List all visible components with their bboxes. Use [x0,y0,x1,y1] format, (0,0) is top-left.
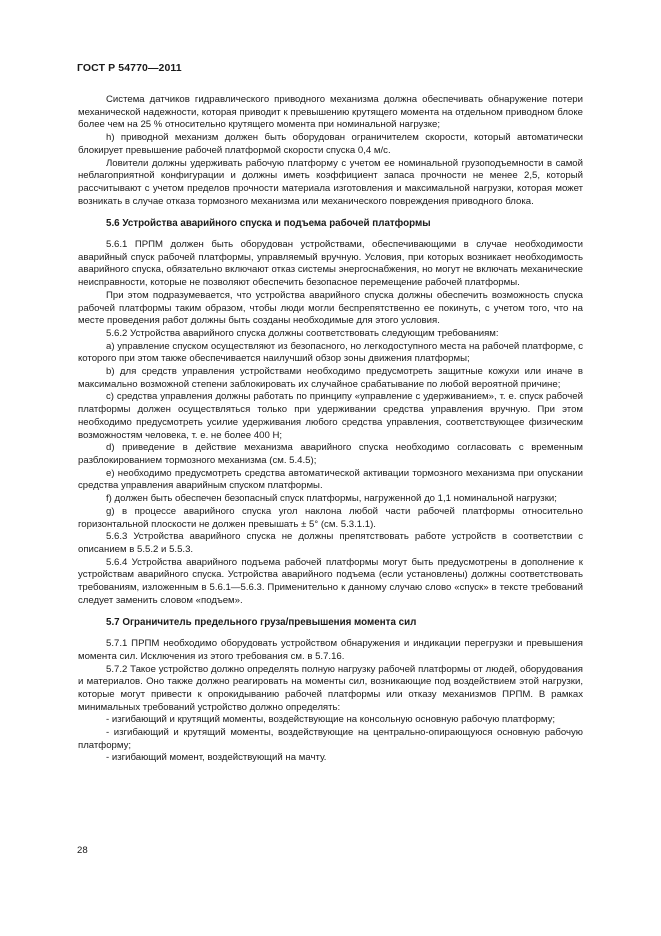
page-number: 28 [77,845,88,856]
paragraph: Система датчиков гидравлического приводного механизма должна обеспечивать обнаружение потери механической надежности, которая приводит к превышению крутящего момента на отдельном приводном блоке более чем на 25 % относительно крутящего момента при номинальной нагрузке; [78,94,583,131]
list-item: - изгибающий и крутящий моменты, воздействующие на консольную основную рабочую платформу; [106,714,556,726]
section-heading-5-6: 5.6 Устройства аварийного спуска и подъема рабочей платформы [106,218,431,230]
list-item: g) в процессе аварийного спуска угол наклона любой части рабочей платформы относительно горизонтальной плоскости не должен превышать ± 5° (см. 5.3.1.1). [78,505,583,530]
list-item: f) должен быть обеспечен безопасный спуск платформы, нагруженной до 1,1 номинальной нагрузки; [106,493,557,505]
list-item: d) приведение в действие механизма аварийного спуска необходимо согласовать с временным разблокированием тормозного механизма (см. 5.4.5); [78,442,583,466]
list-item: - изгибающий момент, воздействующий на мачту. [106,752,327,764]
paragraph: h) приводной механизм должен быть оборудован ограничителем скорости, который автоматически блокирует превышение рабочей платформой скорости спуска 0,4 м/с. [78,132,583,156]
list-item: a) управление спуском осуществляют из безопасного, но легкодоступного места на рабочей платформе, с которого при этом также обеспечивается наилучший обзор зоны движения платформы; [78,340,583,365]
section-heading-5-7: 5.7 Ограничитель предельного груза/превышения момента сил [106,617,417,629]
paragraph: 5.6.2 Устройства аварийного спуска должны соответствовать следующим требованиям: [106,327,499,339]
list-item: - изгибающий и крутящий моменты, воздействующие на центрально-опирающуюся основную рабочую платформу; [78,727,583,751]
paragraph: Ловители должны удерживать рабочую платформу с учетом ее номинальной грузоподъемности в самой неблагоприятной конфигурации и должны иметь коэффициент запаса прочности не менее 2,5, который рассчитывают с учетом пределов прочности материала изготовления и максимальной нагрузки, которая может возникать в случае отказа тормозного механизма или механического повреждения приводного блока. [78,157,583,207]
page-content [78,94,583,765]
paragraph: 5.7.2 Такое устройство должно определять полную нагрузку рабочей платформы от людей, оборудования и материалов. Оно также должно реагировать на моменты сил, возникающие под воздействием этой нагрузки, которые могут привести к опрокидыванию рабочей платформы или отказу механизмов ПРПМ. В рамках минимальных требований устройство должно определять: [78,663,583,713]
paragraph: 5.7.1 ПРПМ необходимо оборудовать устройством обнаружения и индикации перегрузки и превышения момента сил. Исключения из этого требования см. в 5.7.16. [78,638,583,662]
list-item: c) средства управления должны работать по принципу «управление с удерживанием», т. е. спуск рабочей платформы должен осуществляться только при удерживании средства управления вручную. При этом необходимо предусмотреть усилие удерживания любого средства управления, соответствующее физическим возможностям человека, т. е. не более 400 Н; [78,391,583,441]
paragraph: При этом подразумевается, что устройства аварийного спуска должны обеспечить возможность спуска рабочей платформы таким образом, чтобы люди могли беспрепятственно ее покинуть, с учетом того, что на месте проведения работ должны быть созданы необходимые для этого условия. [78,289,583,327]
paragraph: 5.6.1 ПРПМ должен быть оборудован устройствами, обеспечивающими в случае необходимости аварийный спуск рабочей платформы, управляемый вручную. Условия, при которых возникает необходимость аварийного спуска, обязательно включают отказ системы энергоснабжения, но могут не включать механические неисправности, которые не позволяют обеспечить безопасное перемещение рабочей платформы. [78,239,583,289]
standard-header: ГОСТ Р 54770—2011 [77,62,182,74]
paragraph: 5.6.3 Устройства аварийного спуска не должны препятствовать работе устройств в соответствии с описанием в 5.5.2 и 5.5.3. [78,531,583,555]
list-item: e) необходимо предусмотреть средства автоматической активации тормозного механизма при опускании средства управления аварийным спуском платформы. [78,467,583,492]
list-item: b) для средств управления устройствами необходимо предусмотреть защитные кожухи или иначе в максимально возможной степени заблокировать их случайное срабатывание по любой вероятной причине; [78,366,583,390]
paragraph: 5.6.4 Устройства аварийного подъема рабочей платформы могут быть предусмотрены в дополнение к устройствам аварийного спуска. Устройства аварийного подъема (если установлены) должны соответствовать требованиям, изложенным в 5.6.1—5.6.3. Применительно к данному случаю слово «спуск» в тексте требований следует заменить словом «подъем». [78,556,583,606]
